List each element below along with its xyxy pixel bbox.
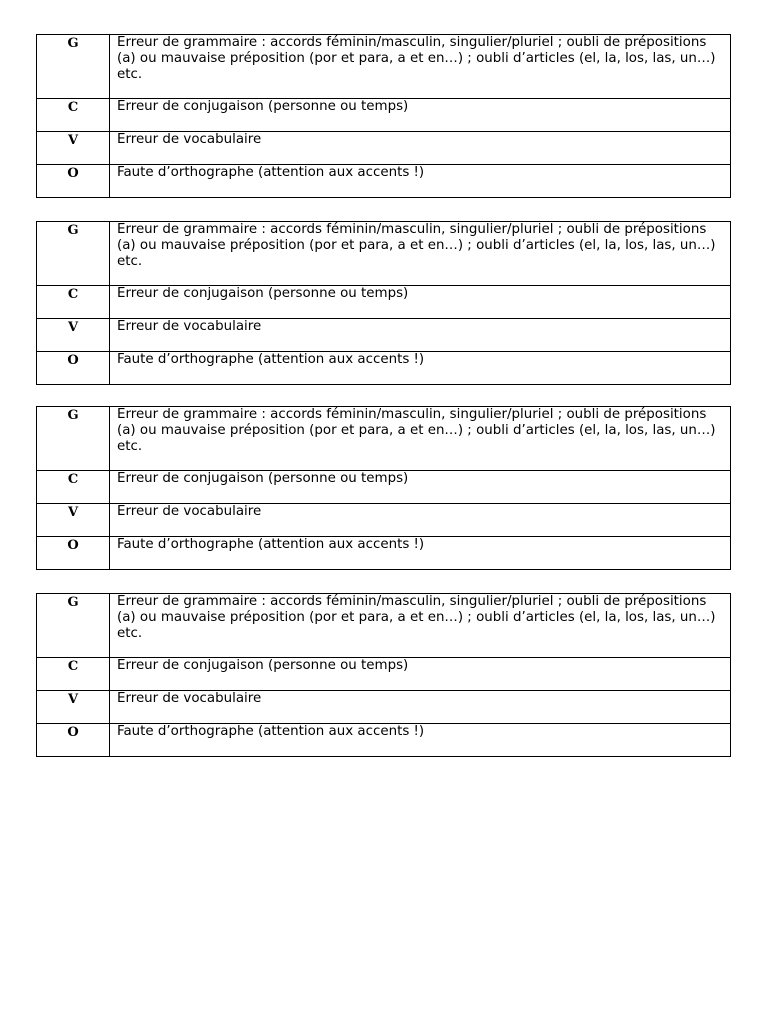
legend-row-conjugation bbox=[37, 286, 731, 319]
legend-description: Faute d’orthographe (attention aux accents !) bbox=[110, 537, 731, 570]
legend-row-vocabulary bbox=[37, 691, 731, 724]
legend-description: Faute d’orthographe (attention aux accents !) bbox=[110, 352, 731, 385]
legend-description: Erreur de grammaire : accords féminin/masculin, singulier/pluriel ; oubli de prépositions (a) ou mauvaise préposition (por et para, a et en…) ; oubli d’articles (el, la, los, las, un…) etc. bbox=[110, 407, 731, 471]
legend-row-vocabulary bbox=[37, 319, 731, 352]
legend-code: V bbox=[37, 132, 110, 165]
legend-description: Erreur de conjugaison (personne ou temps) bbox=[110, 286, 731, 319]
legend-code: O bbox=[37, 165, 110, 198]
legend-description: Erreur de grammaire : accords féminin/masculin, singulier/pluriel ; oubli de prépositions (a) ou mauvaise préposition (por et para, a et en…) ; oubli d’articles (el, la, los, las, un…) etc. bbox=[110, 35, 731, 99]
error-legend-table-3 bbox=[36, 406, 731, 570]
legend-row-conjugation bbox=[37, 658, 731, 691]
legend-code: C bbox=[37, 471, 110, 504]
legend-description: Erreur de conjugaison (personne ou temps) bbox=[110, 658, 731, 691]
error-legend-table-1 bbox=[36, 34, 731, 198]
legend-code: V bbox=[37, 691, 110, 724]
legend-description: Erreur de vocabulaire bbox=[110, 504, 731, 537]
legend-row-vocabulary bbox=[37, 132, 731, 165]
legend-description: Faute d’orthographe (attention aux accents !) bbox=[110, 724, 731, 757]
legend-row-spelling bbox=[37, 352, 731, 385]
legend-row-grammar bbox=[37, 35, 731, 99]
legend-row-grammar bbox=[37, 407, 731, 471]
error-legend-table-2 bbox=[36, 221, 731, 385]
legend-row-conjugation bbox=[37, 99, 731, 132]
legend-row-spelling bbox=[37, 165, 731, 198]
legend-description: Erreur de vocabulaire bbox=[110, 691, 731, 724]
legend-code: G bbox=[37, 222, 110, 286]
legend-row-spelling bbox=[37, 724, 731, 757]
legend-row-grammar bbox=[37, 222, 731, 286]
legend-row-vocabulary bbox=[37, 504, 731, 537]
legend-code: V bbox=[37, 319, 110, 352]
legend-code: O bbox=[37, 724, 110, 757]
legend-description: Erreur de grammaire : accords féminin/masculin, singulier/pluriel ; oubli de prépositions (a) ou mauvaise préposition (por et para, a et en…) ; oubli d’articles (el, la, los, las, un…) etc. bbox=[110, 594, 731, 658]
error-legend-table-4 bbox=[36, 593, 731, 757]
legend-code: C bbox=[37, 99, 110, 132]
legend-row-conjugation bbox=[37, 471, 731, 504]
legend-description: Erreur de grammaire : accords féminin/masculin, singulier/pluriel ; oubli de prépositions (a) ou mauvaise préposition (por et para, a et en…) ; oubli d’articles (el, la, los, las, un…) etc. bbox=[110, 222, 731, 286]
legend-code: G bbox=[37, 594, 110, 658]
legend-code: C bbox=[37, 286, 110, 319]
legend-code: V bbox=[37, 504, 110, 537]
legend-row-spelling bbox=[37, 537, 731, 570]
legend-description: Erreur de vocabulaire bbox=[110, 319, 731, 352]
legend-code: G bbox=[37, 35, 110, 99]
legend-code: G bbox=[37, 407, 110, 471]
legend-description: Erreur de conjugaison (personne ou temps) bbox=[110, 99, 731, 132]
legend-code: C bbox=[37, 658, 110, 691]
legend-code: O bbox=[37, 537, 110, 570]
legend-description: Erreur de conjugaison (personne ou temps) bbox=[110, 471, 731, 504]
legend-description: Faute d’orthographe (attention aux accents !) bbox=[110, 165, 731, 198]
legend-code: O bbox=[37, 352, 110, 385]
legend-row-grammar bbox=[37, 594, 731, 658]
legend-description: Erreur de vocabulaire bbox=[110, 132, 731, 165]
